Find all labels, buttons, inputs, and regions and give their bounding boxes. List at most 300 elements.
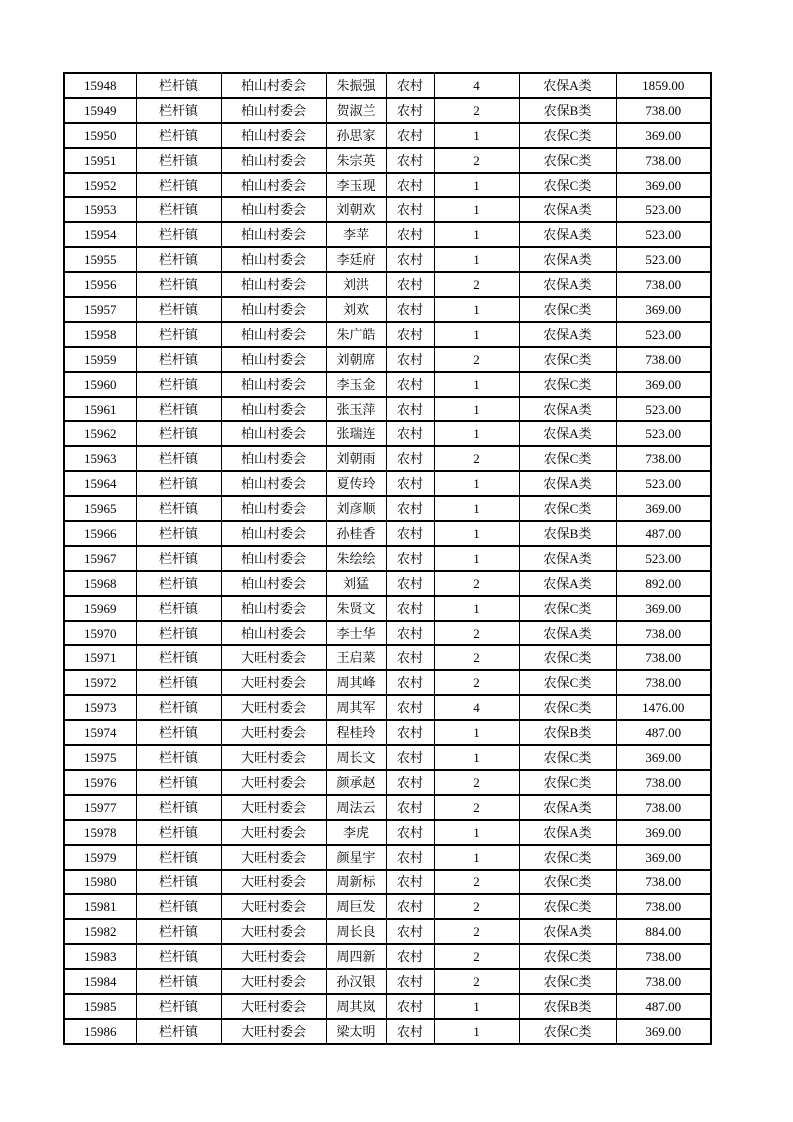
cell-insurance-category: 农保A类 [519,222,616,247]
cell-residence-type: 农村 [386,397,434,422]
cell-amount: 523.00 [616,222,711,247]
cell-person-count: 1 [434,397,519,422]
cell-serial-number: 15971 [64,645,136,670]
table-row [64,770,711,795]
cell-insurance-category: 农保A类 [519,73,616,98]
cell-person-name: 李廷府 [326,247,386,272]
cell-person-name: 李士华 [326,621,386,646]
cell-town: 栏杆镇 [136,397,221,422]
cell-serial-number: 15952 [64,173,136,198]
table-row [64,571,711,596]
cell-residence-type: 农村 [386,521,434,546]
table-row [64,870,711,895]
cell-person-count: 1 [434,994,519,1019]
cell-amount: 487.00 [616,720,711,745]
table-row [64,496,711,521]
table-row [64,297,711,322]
cell-person-name: 朱振强 [326,73,386,98]
cell-person-name: 刘猛 [326,571,386,596]
table-row [64,521,711,546]
cell-serial-number: 15972 [64,670,136,695]
cell-town: 栏杆镇 [136,994,221,1019]
cell-serial-number: 15967 [64,546,136,571]
cell-village-committee: 柏山村委会 [221,571,326,596]
cell-residence-type: 农村 [386,944,434,969]
cell-village-committee: 大旺村委会 [221,645,326,670]
cell-serial-number: 15983 [64,944,136,969]
cell-village-committee: 柏山村委会 [221,621,326,646]
cell-person-count: 2 [434,645,519,670]
table-row [64,845,711,870]
cell-insurance-category: 农保C类 [519,695,616,720]
table-row [64,347,711,372]
cell-residence-type: 农村 [386,720,434,745]
table-row [64,720,711,745]
cell-town: 栏杆镇 [136,670,221,695]
cell-town: 栏杆镇 [136,770,221,795]
cell-insurance-category: 农保C类 [519,123,616,148]
cell-person-count: 2 [434,919,519,944]
cell-insurance-category: 农保C类 [519,670,616,695]
cell-insurance-category: 农保A类 [519,322,616,347]
cell-serial-number: 15966 [64,521,136,546]
cell-residence-type: 农村 [386,372,434,397]
cell-serial-number: 15976 [64,770,136,795]
cell-amount: 738.00 [616,944,711,969]
cell-residence-type: 农村 [386,297,434,322]
cell-insurance-category: 农保C类 [519,596,616,621]
cell-person-name: 梁太明 [326,1019,386,1044]
cell-person-name: 周巨发 [326,894,386,919]
cell-residence-type: 农村 [386,148,434,173]
cell-person-count: 1 [434,496,519,521]
cell-serial-number: 15948 [64,73,136,98]
cell-village-committee: 柏山村委会 [221,123,326,148]
cell-serial-number: 15977 [64,795,136,820]
cell-town: 栏杆镇 [136,148,221,173]
cell-amount: 369.00 [616,845,711,870]
cell-serial-number: 15981 [64,894,136,919]
cell-insurance-category: 农保A类 [519,247,616,272]
cell-amount: 369.00 [616,496,711,521]
cell-insurance-category: 农保C类 [519,173,616,198]
cell-insurance-category: 农保A类 [519,546,616,571]
cell-town: 栏杆镇 [136,446,221,471]
cell-serial-number: 15962 [64,421,136,446]
cell-residence-type: 农村 [386,695,434,720]
cell-person-count: 1 [434,521,519,546]
cell-amount: 523.00 [616,322,711,347]
table-row [64,222,711,247]
cell-insurance-category: 农保C类 [519,745,616,770]
cell-person-count: 1 [434,421,519,446]
cell-insurance-category: 农保A类 [519,421,616,446]
cell-town: 栏杆镇 [136,969,221,994]
cell-insurance-category: 农保C类 [519,944,616,969]
cell-person-name: 刘欢 [326,297,386,322]
cell-amount: 738.00 [616,770,711,795]
cell-village-committee: 柏山村委会 [221,372,326,397]
cell-amount: 369.00 [616,1019,711,1044]
cell-insurance-category: 农保C类 [519,845,616,870]
cell-person-count: 1 [434,247,519,272]
cell-person-name: 朱贤文 [326,596,386,621]
cell-person-count: 1 [434,173,519,198]
table-row [64,695,711,720]
table-row [64,820,711,845]
cell-amount: 738.00 [616,272,711,297]
table-row [64,173,711,198]
table-row [64,596,711,621]
cell-serial-number: 15979 [64,845,136,870]
cell-town: 栏杆镇 [136,521,221,546]
cell-amount: 369.00 [616,297,711,322]
cell-amount: 892.00 [616,571,711,596]
table-row [64,894,711,919]
cell-person-name: 颜星宇 [326,845,386,870]
cell-person-name: 程桂玲 [326,720,386,745]
cell-residence-type: 农村 [386,421,434,446]
cell-amount: 738.00 [616,894,711,919]
table-row [64,73,711,98]
cell-person-count: 1 [434,845,519,870]
cell-village-committee: 柏山村委会 [221,546,326,571]
cell-person-name: 刘洪 [326,272,386,297]
cell-serial-number: 15954 [64,222,136,247]
cell-village-committee: 柏山村委会 [221,322,326,347]
cell-village-committee: 大旺村委会 [221,994,326,1019]
cell-amount: 523.00 [616,421,711,446]
cell-serial-number: 15957 [64,297,136,322]
cell-person-count: 2 [434,795,519,820]
cell-village-committee: 柏山村委会 [221,98,326,123]
cell-person-name: 李虎 [326,820,386,845]
cell-insurance-category: 农保C类 [519,969,616,994]
cell-person-name: 朱广皓 [326,322,386,347]
cell-serial-number: 15969 [64,596,136,621]
cell-residence-type: 农村 [386,571,434,596]
cell-residence-type: 农村 [386,621,434,646]
table-row [64,546,711,571]
cell-person-count: 1 [434,471,519,496]
cell-insurance-category: 农保B类 [519,994,616,1019]
cell-residence-type: 农村 [386,471,434,496]
cell-residence-type: 农村 [386,123,434,148]
cell-residence-type: 农村 [386,496,434,521]
cell-amount: 738.00 [616,347,711,372]
cell-insurance-category: 农保C类 [519,347,616,372]
cell-town: 栏杆镇 [136,571,221,596]
cell-amount: 523.00 [616,397,711,422]
cell-village-committee: 柏山村委会 [221,222,326,247]
cell-residence-type: 农村 [386,1019,434,1044]
cell-village-committee: 大旺村委会 [221,795,326,820]
cell-person-count: 1 [434,820,519,845]
cell-amount: 369.00 [616,745,711,770]
cell-village-committee: 柏山村委会 [221,397,326,422]
cell-village-committee: 大旺村委会 [221,894,326,919]
cell-village-committee: 大旺村委会 [221,845,326,870]
table-row [64,969,711,994]
cell-insurance-category: 农保B类 [519,720,616,745]
cell-person-count: 4 [434,73,519,98]
table-row [64,471,711,496]
cell-amount: 1859.00 [616,73,711,98]
cell-town: 栏杆镇 [136,222,221,247]
cell-serial-number: 15975 [64,745,136,770]
cell-person-count: 1 [434,322,519,347]
table-row [64,994,711,1019]
cell-town: 栏杆镇 [136,421,221,446]
cell-serial-number: 15958 [64,322,136,347]
cell-village-committee: 柏山村委会 [221,247,326,272]
cell-insurance-category: 农保C类 [519,372,616,397]
cell-serial-number: 15978 [64,820,136,845]
cell-person-name: 孙桂香 [326,521,386,546]
cell-insurance-category: 农保C类 [519,770,616,795]
cell-person-name: 周四新 [326,944,386,969]
cell-person-name: 李玉金 [326,372,386,397]
cell-town: 栏杆镇 [136,322,221,347]
cell-town: 栏杆镇 [136,645,221,670]
cell-village-committee: 柏山村委会 [221,421,326,446]
cell-town: 栏杆镇 [136,870,221,895]
cell-insurance-category: 农保B类 [519,521,616,546]
cell-town: 栏杆镇 [136,745,221,770]
cell-person-count: 2 [434,272,519,297]
cell-serial-number: 15985 [64,994,136,1019]
table-row [64,919,711,944]
cell-town: 栏杆镇 [136,471,221,496]
cell-person-name: 周新标 [326,870,386,895]
cell-residence-type: 农村 [386,272,434,297]
table-row [64,397,711,422]
cell-insurance-category: 农保B类 [519,98,616,123]
cell-serial-number: 15963 [64,446,136,471]
cell-insurance-category: 农保A类 [519,397,616,422]
cell-insurance-category: 农保C类 [519,870,616,895]
cell-town: 栏杆镇 [136,944,221,969]
cell-village-committee: 大旺村委会 [221,695,326,720]
cell-person-name: 刘朝欢 [326,197,386,222]
cell-village-committee: 大旺村委会 [221,1019,326,1044]
cell-residence-type: 农村 [386,770,434,795]
cell-person-name: 张玉萍 [326,397,386,422]
cell-person-count: 1 [434,297,519,322]
cell-village-committee: 柏山村委会 [221,272,326,297]
cell-village-committee: 大旺村委会 [221,969,326,994]
cell-residence-type: 农村 [386,347,434,372]
table-row [64,247,711,272]
cell-person-count: 2 [434,944,519,969]
cell-amount: 369.00 [616,372,711,397]
cell-person-name: 周其军 [326,695,386,720]
table-row [64,372,711,397]
table-row [64,322,711,347]
cell-residence-type: 农村 [386,197,434,222]
table-row [64,446,711,471]
cell-amount: 738.00 [616,148,711,173]
cell-person-name: 张瑞连 [326,421,386,446]
cell-person-name: 周长文 [326,745,386,770]
cell-insurance-category: 农保C类 [519,496,616,521]
cell-serial-number: 15980 [64,870,136,895]
cell-person-name: 周其岚 [326,994,386,1019]
cell-town: 栏杆镇 [136,795,221,820]
cell-insurance-category: 农保C类 [519,297,616,322]
cell-insurance-category: 农保A类 [519,571,616,596]
cell-town: 栏杆镇 [136,621,221,646]
cell-person-count: 2 [434,347,519,372]
cell-person-name: 周法云 [326,795,386,820]
cell-village-committee: 柏山村委会 [221,297,326,322]
cell-residence-type: 农村 [386,969,434,994]
cell-insurance-category: 农保C类 [519,446,616,471]
cell-insurance-category: 农保C类 [519,645,616,670]
cell-amount: 487.00 [616,994,711,1019]
cell-residence-type: 农村 [386,870,434,895]
cell-person-count: 1 [434,123,519,148]
cell-town: 栏杆镇 [136,73,221,98]
cell-insurance-category: 农保A类 [519,272,616,297]
cell-insurance-category: 农保A类 [519,820,616,845]
cell-amount: 487.00 [616,521,711,546]
cell-town: 栏杆镇 [136,247,221,272]
cell-person-count: 2 [434,969,519,994]
table-row [64,197,711,222]
table-row [64,670,711,695]
cell-residence-type: 农村 [386,745,434,770]
cell-person-name: 贺淑兰 [326,98,386,123]
cell-serial-number: 15955 [64,247,136,272]
cell-insurance-category: 农保A类 [519,795,616,820]
cell-serial-number: 15959 [64,347,136,372]
cell-town: 栏杆镇 [136,297,221,322]
cell-person-name: 朱绘绘 [326,546,386,571]
cell-amount: 1476.00 [616,695,711,720]
cell-residence-type: 农村 [386,795,434,820]
cell-residence-type: 农村 [386,645,434,670]
cell-person-count: 4 [434,695,519,720]
cell-amount: 369.00 [616,123,711,148]
cell-person-count: 2 [434,148,519,173]
cell-town: 栏杆镇 [136,820,221,845]
cell-insurance-category: 农保C类 [519,1019,616,1044]
cell-insurance-category: 农保C类 [519,148,616,173]
cell-village-committee: 大旺村委会 [221,670,326,695]
cell-person-name: 刘朝雨 [326,446,386,471]
cell-town: 栏杆镇 [136,695,221,720]
cell-serial-number: 15982 [64,919,136,944]
cell-town: 栏杆镇 [136,845,221,870]
cell-village-committee: 大旺村委会 [221,919,326,944]
cell-residence-type: 农村 [386,173,434,198]
cell-residence-type: 农村 [386,994,434,1019]
cell-residence-type: 农村 [386,546,434,571]
cell-town: 栏杆镇 [136,546,221,571]
cell-person-name: 李苹 [326,222,386,247]
table-row [64,795,711,820]
cell-town: 栏杆镇 [136,123,221,148]
cell-village-committee: 柏山村委会 [221,173,326,198]
cell-amount: 884.00 [616,919,711,944]
table-row [64,1019,711,1044]
cell-residence-type: 农村 [386,247,434,272]
cell-serial-number: 15960 [64,372,136,397]
cell-amount: 369.00 [616,596,711,621]
cell-serial-number: 15968 [64,571,136,596]
cell-village-committee: 大旺村委会 [221,745,326,770]
cell-village-committee: 柏山村委会 [221,596,326,621]
cell-amount: 738.00 [616,446,711,471]
cell-town: 栏杆镇 [136,98,221,123]
cell-amount: 523.00 [616,471,711,496]
cell-residence-type: 农村 [386,670,434,695]
cell-person-name: 朱宗英 [326,148,386,173]
cell-village-committee: 大旺村委会 [221,944,326,969]
cell-residence-type: 农村 [386,446,434,471]
cell-village-committee: 柏山村委会 [221,446,326,471]
table-row [64,148,711,173]
cell-serial-number: 15956 [64,272,136,297]
table-row [64,272,711,297]
cell-amount: 738.00 [616,870,711,895]
cell-serial-number: 15973 [64,695,136,720]
cell-serial-number: 15951 [64,148,136,173]
table-row [64,123,711,148]
cell-serial-number: 15961 [64,397,136,422]
cell-town: 栏杆镇 [136,272,221,297]
cell-residence-type: 农村 [386,596,434,621]
cell-serial-number: 15965 [64,496,136,521]
cell-amount: 738.00 [616,969,711,994]
cell-town: 栏杆镇 [136,173,221,198]
cell-person-count: 2 [434,670,519,695]
cell-serial-number: 15970 [64,621,136,646]
cell-person-name: 孙思家 [326,123,386,148]
cell-serial-number: 15964 [64,471,136,496]
cell-serial-number: 15953 [64,197,136,222]
cell-village-committee: 柏山村委会 [221,521,326,546]
table-row [64,745,711,770]
cell-serial-number: 15974 [64,720,136,745]
cell-amount: 523.00 [616,197,711,222]
cell-amount: 369.00 [616,820,711,845]
table-row [64,621,711,646]
cell-amount: 738.00 [616,645,711,670]
cell-person-name: 孙汉银 [326,969,386,994]
cell-person-count: 1 [434,1019,519,1044]
cell-person-count: 2 [434,870,519,895]
cell-residence-type: 农村 [386,845,434,870]
cell-person-name: 王启菜 [326,645,386,670]
cell-town: 栏杆镇 [136,347,221,372]
cell-serial-number: 15984 [64,969,136,994]
cell-amount: 523.00 [616,546,711,571]
cell-person-count: 1 [434,596,519,621]
cell-village-committee: 大旺村委会 [221,820,326,845]
cell-village-committee: 柏山村委会 [221,496,326,521]
cell-residence-type: 农村 [386,222,434,247]
cell-person-count: 2 [434,446,519,471]
cell-insurance-category: 农保A类 [519,919,616,944]
cell-person-count: 2 [434,770,519,795]
table-row [64,645,711,670]
cell-person-count: 2 [434,621,519,646]
table-row [64,98,711,123]
cell-town: 栏杆镇 [136,1019,221,1044]
cell-insurance-category: 农保A类 [519,621,616,646]
